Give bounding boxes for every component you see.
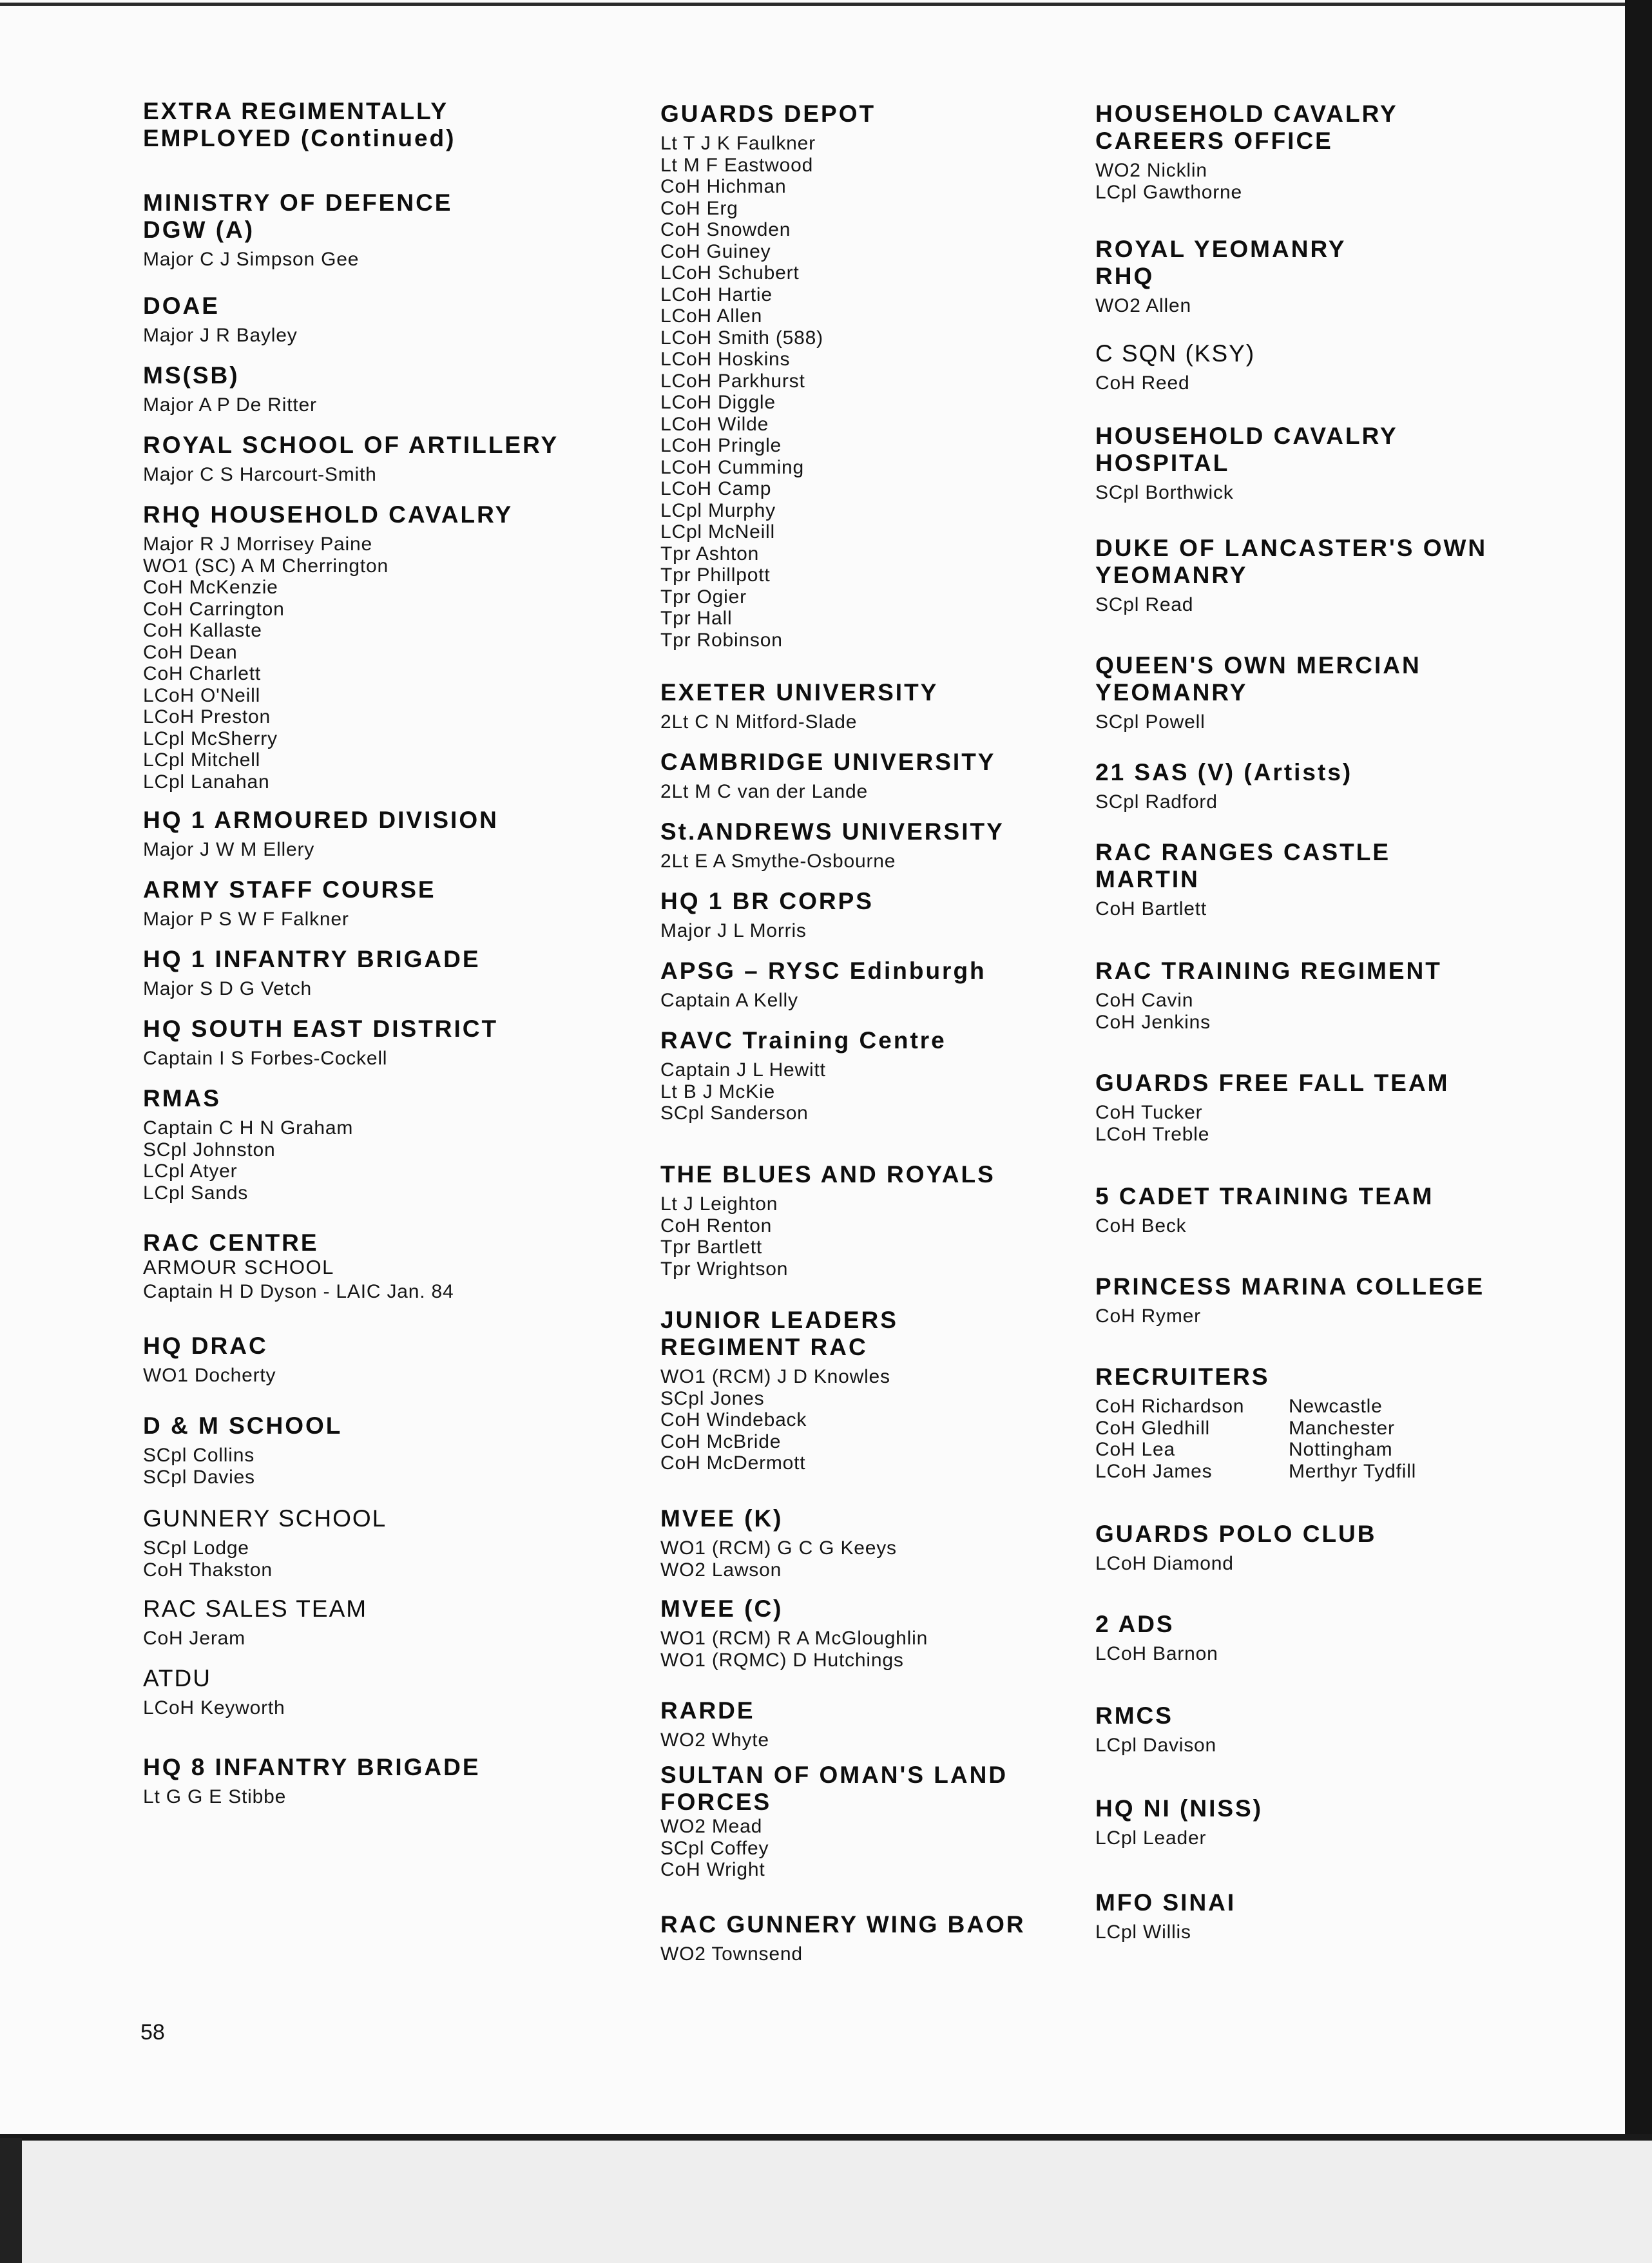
entry: Tpr Phillpott bbox=[660, 564, 771, 586]
right-binding-edge bbox=[1625, 0, 1652, 2263]
section-title: 2 ADS bbox=[1095, 1611, 1175, 1637]
entry: CoH Rymer bbox=[1095, 1305, 1201, 1327]
entry: CoH Beck bbox=[1095, 1215, 1187, 1237]
section-title: HQ 1 ARMOURED DIVISION bbox=[143, 807, 499, 833]
section-title: ARMY STAFF COURSE bbox=[143, 876, 436, 903]
recruiter-place: Newcastle bbox=[1289, 1396, 1383, 1417]
entry: CoH Dean bbox=[143, 641, 238, 663]
section-title: HQ DRAC bbox=[143, 1333, 268, 1359]
entry: LCpl Sands bbox=[143, 1182, 249, 1204]
section-rhq-household-cavalry bbox=[143, 501, 513, 793]
entry: Lt T J K Faulkner bbox=[660, 133, 816, 154]
entry: WO2 Lawson bbox=[660, 1559, 782, 1581]
section-extra-regimentally-employed bbox=[143, 98, 456, 157]
section-hq-1-infantry-brigade bbox=[143, 946, 481, 1000]
entry: LCoH Treble bbox=[1095, 1123, 1210, 1145]
section-title: RARDE bbox=[660, 1697, 755, 1724]
entry: SCpl Radford bbox=[1095, 791, 1218, 813]
section-subtitle: ARMOUR SCHOOL bbox=[143, 1256, 334, 1278]
entry: CoH Carrington bbox=[143, 598, 285, 620]
section-d-and-m-school bbox=[143, 1412, 342, 1488]
section-hq-8-infantry-brigade bbox=[143, 1754, 481, 1808]
recruiter-name: LCoH James bbox=[1095, 1460, 1213, 1482]
entry: CoH Kallaste bbox=[143, 620, 262, 641]
entry: SCpl Borthwick bbox=[1095, 482, 1234, 503]
entry: Tpr Bartlett bbox=[660, 1237, 762, 1258]
section-title: HQ SOUTH EAST DISTRICT bbox=[143, 1016, 499, 1042]
entry: Major S D G Vetch bbox=[143, 978, 312, 999]
entry: SCpl Sanderson bbox=[660, 1103, 809, 1124]
section-guards-free-fall-team bbox=[1095, 1070, 1450, 1145]
section-title: RAC TRAINING REGIMENT bbox=[1095, 958, 1442, 984]
entry: LCoH Hartie bbox=[660, 284, 773, 305]
section-title: ROYAL YEOMANRY RHQ bbox=[1095, 236, 1347, 289]
entry: WO1 (RCM) J D Knowles bbox=[660, 1366, 890, 1387]
entry: CoH Jenkins bbox=[1095, 1011, 1211, 1033]
entry: LCoH Diggle bbox=[660, 392, 776, 413]
section-mvee-k bbox=[660, 1505, 897, 1581]
section-guards-polo-club bbox=[1095, 1521, 1377, 1575]
entry: WO2 Townsend bbox=[660, 1943, 803, 1965]
entry: 2Lt M C van der Lande bbox=[660, 781, 868, 802]
entry: SCpl Johnston bbox=[143, 1139, 276, 1160]
recruiters-names bbox=[1095, 1396, 1250, 1482]
entry: Tpr Robinson bbox=[660, 629, 783, 651]
section-ministry-of-defence bbox=[143, 189, 452, 271]
section-c-sqn-ksy bbox=[1095, 340, 1255, 394]
entry: LCpl Murphy bbox=[660, 499, 776, 521]
entry: Captain C H N Graham bbox=[143, 1117, 354, 1139]
entry: WO2 Nicklin bbox=[1095, 160, 1207, 181]
entry: Major J R Bayley bbox=[143, 325, 298, 346]
section-title: GUARDS DEPOT bbox=[660, 101, 876, 127]
section-title: GUNNERY SCHOOL bbox=[143, 1505, 387, 1532]
entry: CoH Erg bbox=[660, 197, 738, 219]
entry: LCpl Gawthorne bbox=[1095, 181, 1242, 203]
section-title: MS(SB) bbox=[143, 362, 240, 389]
section-title: JUNIOR LEADERS REGIMENT RAC bbox=[660, 1307, 898, 1360]
entry: LCoH Pringle bbox=[660, 435, 782, 456]
entry: Captain J L Hewitt bbox=[660, 1059, 826, 1081]
entry: Major J L Morris bbox=[660, 920, 807, 941]
entry: Tpr Ashton bbox=[660, 543, 760, 564]
entry: Lt G G E Stibbe bbox=[143, 1786, 287, 1807]
entry: CoH Wright bbox=[660, 1859, 765, 1880]
section-ravc-training-centre bbox=[660, 1027, 946, 1124]
section-title: GUARDS POLO CLUB bbox=[1095, 1521, 1377, 1547]
section-gunnery-school bbox=[143, 1505, 387, 1581]
entry: WO1 (RCM) G C G Keeys bbox=[660, 1537, 897, 1559]
section-title: RAC CENTRE bbox=[143, 1229, 319, 1256]
entry: WO1 (SC) A M Cherrington bbox=[143, 555, 389, 577]
entry: CoH Jeram bbox=[143, 1628, 245, 1649]
entry: SCpl Coffey bbox=[660, 1837, 769, 1859]
section-royal-school-of-artillery bbox=[143, 432, 559, 486]
section-royal-yeomanry bbox=[1095, 236, 1346, 317]
entry: LCpl Lanahan bbox=[143, 771, 270, 793]
section-title: PRINCESS MARINA COLLEGE bbox=[1095, 1273, 1485, 1300]
page-number: 58 bbox=[140, 2020, 165, 2045]
entry: Major J W M Ellery bbox=[143, 839, 315, 860]
section-hq-ni-niss bbox=[1095, 1795, 1263, 1849]
section-title: MINISTRY OF DEFENCE DGW (A) bbox=[143, 189, 453, 243]
section-hq-south-east-district bbox=[143, 1016, 498, 1070]
entry: LCoH Diamond bbox=[1095, 1553, 1234, 1574]
section-title: 5 CADET TRAINING TEAM bbox=[1095, 1183, 1434, 1209]
entry: LCoH Preston bbox=[143, 706, 271, 727]
entry: Major C S Harcourt-Smith bbox=[143, 464, 377, 485]
section-title: EXETER UNIVERSITY bbox=[660, 679, 939, 706]
top-border-rule bbox=[0, 3, 1637, 6]
entry: SCpl Collins bbox=[143, 1445, 255, 1466]
section-title: HOUSEHOLD CAVALRY HOSPITAL bbox=[1095, 423, 1398, 476]
entry: WO1 (RQMC) D Hutchings bbox=[660, 1649, 904, 1671]
section-st-andrews-university bbox=[660, 818, 1004, 872]
entry: CoH Cavin bbox=[1095, 990, 1194, 1011]
entry: 2Lt E A Smythe-Osbourne bbox=[660, 851, 896, 872]
section-atdu bbox=[143, 1665, 285, 1719]
entry: LCoH Parkhurst bbox=[660, 370, 805, 392]
entry: Tpr Wrightson bbox=[660, 1258, 789, 1280]
entry: LCoH Barnon bbox=[1095, 1643, 1218, 1664]
section-title: RAC RANGES CASTLE MARTIN bbox=[1095, 839, 1391, 892]
section-ms-sb bbox=[143, 362, 317, 416]
entry: CoH Hichman bbox=[660, 176, 787, 197]
section-rac-centre bbox=[143, 1229, 454, 1303]
section-title: EXTRA REGIMENTALLY EMPLOYED (Continued) bbox=[143, 98, 456, 151]
section-5-cadet-training-team bbox=[1095, 1183, 1434, 1237]
entry: CoH McKenzie bbox=[143, 577, 278, 598]
section-title: RAVC Training Centre bbox=[660, 1027, 946, 1054]
entry: SCpl Jones bbox=[660, 1387, 765, 1409]
section-title: St.ANDREWS UNIVERSITY bbox=[660, 818, 1004, 845]
entry: LCoH Smith (588) bbox=[660, 327, 823, 349]
entry: Lt J Leighton bbox=[660, 1193, 778, 1215]
entry: LCpl Davison bbox=[1095, 1735, 1217, 1756]
entry: CoH Tucker bbox=[1095, 1102, 1203, 1123]
entry: SCpl Read bbox=[1095, 594, 1194, 615]
entry: Tpr Ogier bbox=[660, 586, 747, 608]
entry: LCoH Wilde bbox=[660, 413, 769, 435]
entry: LCoH Schubert bbox=[660, 262, 800, 284]
section-exeter-university bbox=[660, 679, 938, 733]
section-title: RHQ HOUSEHOLD CAVALRY bbox=[143, 501, 514, 528]
entry: SCpl Powell bbox=[1095, 711, 1205, 733]
section-title: RMCS bbox=[1095, 1702, 1173, 1729]
entry: 2Lt C N Mitford-Slade bbox=[660, 711, 858, 733]
recruiter-name: CoH Richardson bbox=[1095, 1396, 1245, 1417]
section-title: DUKE OF LANCASTER'S OWN YEOMANRY bbox=[1095, 535, 1488, 588]
section-title: MVEE (C) bbox=[660, 1595, 783, 1622]
section-household-cavalry-hospital bbox=[1095, 423, 1398, 504]
section-rac-training-regiment bbox=[1095, 958, 1442, 1033]
section-21-sas-artists bbox=[1095, 759, 1352, 813]
recruiter-place: Merthyr Tydfill bbox=[1289, 1460, 1417, 1482]
section-title: D & M SCHOOL bbox=[143, 1412, 343, 1439]
recruiter-name: CoH Lea bbox=[1095, 1439, 1176, 1460]
entry: LCoH Camp bbox=[660, 478, 772, 499]
section-title: GUARDS FREE FALL TEAM bbox=[1095, 1070, 1450, 1096]
section-title: ROYAL SCHOOL OF ARTILLERY bbox=[143, 432, 559, 458]
entry: LCpl McSherry bbox=[143, 727, 278, 749]
section-apsg-rysc-edinburgh bbox=[660, 958, 986, 1012]
section-hq-1-armoured-division bbox=[143, 807, 499, 861]
section-title: THE BLUES AND ROYALS bbox=[660, 1161, 995, 1188]
entry: WO1 Docherty bbox=[143, 1365, 276, 1386]
entry: Major C J Simpson Gee bbox=[143, 249, 360, 270]
entry: CoH Reed bbox=[1095, 372, 1190, 394]
entry: Lt B J McKie bbox=[660, 1081, 775, 1103]
section-rmcs bbox=[1095, 1702, 1216, 1757]
section-household-cavalry-careers-office bbox=[1095, 101, 1398, 203]
recruiter-place: Nottingham bbox=[1289, 1439, 1393, 1460]
entry: LCpl Leader bbox=[1095, 1827, 1207, 1849]
section-rarde bbox=[660, 1697, 769, 1751]
recruiter-place: Manchester bbox=[1289, 1417, 1395, 1439]
entry: LCpl Mitchell bbox=[143, 749, 261, 771]
entry: WO2 Allen bbox=[1095, 295, 1191, 316]
section-princess-marina-college bbox=[1095, 1273, 1484, 1327]
entry: LCpl McNeill bbox=[660, 521, 775, 543]
entry: SCpl Davies bbox=[143, 1466, 255, 1488]
entry: LCpl Atyer bbox=[143, 1160, 238, 1182]
entry: Major A P De Ritter bbox=[143, 394, 317, 416]
left-spine-shadow bbox=[0, 2138, 22, 2263]
entry: Tpr Hall bbox=[660, 608, 733, 629]
entry: Captain I S Forbes-Cockell bbox=[143, 1048, 388, 1069]
section-title: HQ 8 INFANTRY BRIGADE bbox=[143, 1754, 481, 1780]
section-title: APSG – RYSC Edinburgh bbox=[660, 958, 986, 984]
entry: CoH Renton bbox=[660, 1215, 773, 1237]
bottom-scan-margin bbox=[0, 2138, 1652, 2263]
entry: LCpl Willis bbox=[1095, 1921, 1191, 1943]
section-title: RECRUITERS bbox=[1095, 1363, 1270, 1390]
section-rac-gunnery-wing-baor bbox=[660, 1911, 1026, 1965]
section-title: C SQN (KSY) bbox=[1095, 340, 1256, 367]
entry: Captain H D Dyson - LAIC Jan. 84 bbox=[143, 1281, 454, 1302]
section-title: CAMBRIDGE UNIVERSITY bbox=[660, 749, 996, 775]
section-rmas bbox=[143, 1085, 353, 1204]
recruiters-places bbox=[1289, 1396, 1416, 1482]
section-title: RMAS bbox=[143, 1085, 221, 1112]
entry: Major R J Morrisey Paine bbox=[143, 534, 372, 555]
bottom-border-rule bbox=[0, 2134, 1652, 2141]
section-title: HQ 1 INFANTRY BRIGADE bbox=[143, 946, 481, 972]
section-title: MVEE (K) bbox=[660, 1505, 783, 1532]
section-mfo-sinai bbox=[1095, 1889, 1236, 1943]
section-queens-own-mercian-yeomanry bbox=[1095, 652, 1421, 733]
entry: SCpl Lodge bbox=[143, 1537, 249, 1559]
entry: Major P S W F Falkner bbox=[143, 909, 349, 930]
section-army-staff-course bbox=[143, 876, 436, 930]
section-title: HQ NI (NISS) bbox=[1095, 1795, 1263, 1822]
entry: CoH Charlett bbox=[143, 663, 261, 684]
section-title: ATDU bbox=[143, 1665, 211, 1691]
section-title: HQ 1 BR CORPS bbox=[660, 888, 874, 914]
entry: WO2 Whyte bbox=[660, 1729, 769, 1751]
section-rac-ranges-castle-martin bbox=[1095, 839, 1390, 920]
entry: Captain A Kelly bbox=[660, 990, 798, 1011]
recruiter-name: CoH Gledhill bbox=[1095, 1417, 1210, 1439]
section-duke-of-lancasters-own-yeomanry bbox=[1095, 535, 1487, 616]
section-sultan-of-omans-land-forces bbox=[660, 1762, 1008, 1881]
entry: WO2 Mead bbox=[660, 1816, 763, 1837]
section-the-blues-and-royals bbox=[660, 1161, 995, 1280]
recruiters-table bbox=[1095, 1396, 1416, 1482]
section-recruiters bbox=[1095, 1363, 1416, 1482]
section-guards-depot bbox=[660, 101, 876, 651]
section-hq-drac bbox=[143, 1333, 276, 1387]
section-title: HOUSEHOLD CAVALRY CAREERS OFFICE bbox=[1095, 101, 1398, 154]
section-mvee-c bbox=[660, 1595, 928, 1671]
entry: LCoH Cumming bbox=[660, 456, 804, 478]
section-doae bbox=[143, 293, 298, 347]
entry: CoH Bartlett bbox=[1095, 898, 1207, 920]
section-title: RAC SALES TEAM bbox=[143, 1595, 368, 1622]
entry: CoH McBride bbox=[660, 1430, 782, 1452]
entry: CoH McDermott bbox=[660, 1452, 806, 1474]
entry: CoH Thakston bbox=[143, 1559, 273, 1581]
section-title: RAC GUNNERY WING BAOR bbox=[660, 1911, 1026, 1938]
entry: CoH Snowden bbox=[660, 219, 791, 240]
section-2-ads bbox=[1095, 1611, 1218, 1665]
section-junior-leaders-regiment-rac bbox=[660, 1307, 898, 1474]
section-title: DOAE bbox=[143, 293, 220, 319]
entry: LCoH Keyworth bbox=[143, 1697, 285, 1719]
section-hq-1-br-corps bbox=[660, 888, 874, 942]
entry: LCoH Allen bbox=[660, 305, 763, 327]
section-title: 21 SAS (V) (Artists) bbox=[1095, 759, 1353, 785]
entry: WO1 (RCM) R A McGloughlin bbox=[660, 1628, 928, 1649]
entry: LCoH Hoskins bbox=[660, 349, 791, 370]
entry: CoH Guiney bbox=[660, 240, 771, 262]
section-cambridge-university bbox=[660, 749, 995, 803]
entry: LCoH O'Neill bbox=[143, 684, 261, 706]
section-title: SULTAN OF OMAN'S LAND FORCES bbox=[660, 1762, 1008, 1815]
entry: Lt M F Eastwood bbox=[660, 154, 814, 176]
entry: CoH Windeback bbox=[660, 1409, 807, 1430]
section-title: QUEEN'S OWN MERCIAN YEOMANRY bbox=[1095, 652, 1421, 706]
section-title: MFO SINAI bbox=[1095, 1889, 1236, 1916]
section-rac-sales-team bbox=[143, 1595, 367, 1650]
